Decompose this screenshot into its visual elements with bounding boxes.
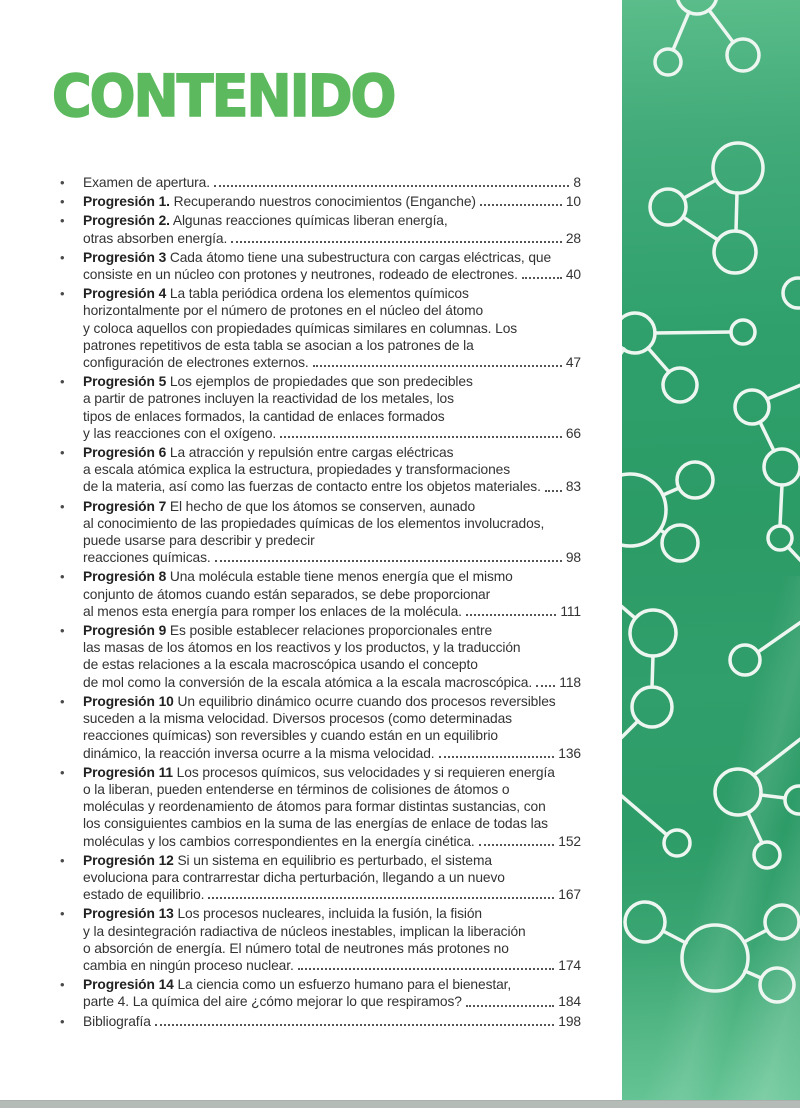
bullet-icon: • — [60, 764, 65, 780]
toc-entry — [83, 212, 581, 246]
page-number: 198 — [558, 1013, 581, 1029]
page-number: 111 — [560, 603, 581, 619]
page-number: 83 — [565, 479, 581, 495]
toc-item — [55, 193, 581, 210]
toc-item — [55, 764, 581, 850]
toc-text: o absorción de energía. El número total de neutrones más protones no — [83, 940, 509, 956]
toc-bold-label: Progresión 6 — [83, 445, 167, 461]
toc-line — [83, 568, 581, 585]
bullet-icon: • — [60, 213, 65, 229]
toc-line — [83, 656, 581, 673]
toc-text: Progresión 13 Los procesos nucleares, incluida la fusión, la fisión — [83, 906, 482, 922]
toc-entry — [83, 764, 581, 850]
dot-leader — [298, 968, 555, 970]
dot-leader — [479, 844, 555, 846]
toc-text: moléculas y reordenamiento de átomos para formar distintas sustancias, con — [83, 799, 546, 815]
toc-text: reacciones químicas) son reversibles y cuando están en un equilibrio — [83, 728, 499, 744]
toc-text: y la desintegración radiactiva de núcleos inestables, implican la liberación — [83, 923, 526, 939]
dot-leader — [439, 756, 555, 758]
toc-item — [55, 905, 581, 974]
dot-leader — [231, 241, 562, 243]
toc-text: Bibliografía — [83, 1013, 151, 1029]
toc-line — [83, 408, 581, 425]
toc-text: Progresión 7 El hecho de que los átomos se conserven, aunado — [83, 498, 476, 514]
toc-text: Progresión 11 Los procesos químicos, sus velocidades y si requieren energía — [83, 764, 555, 780]
toc-entry — [83, 622, 581, 691]
bullet-icon: • — [60, 374, 65, 390]
dot-leader — [280, 436, 562, 438]
toc-line — [83, 498, 581, 515]
toc-text: Progresión 10 Un equilibrio dinámico ocurre cuando dos procesos reversibles — [83, 693, 556, 709]
toc-text: y las reacciones con el oxígeno. — [83, 425, 277, 441]
toc-line — [83, 833, 581, 850]
page-edge-strip — [0, 1100, 800, 1108]
toc-bold-label: Progresión 9 — [83, 623, 167, 639]
toc-line — [83, 815, 581, 832]
toc-item — [55, 852, 581, 904]
toc-bold-label: Progresión 3 — [83, 249, 167, 265]
toc-bold-label: Progresión 10 — [83, 693, 174, 709]
toc-item — [55, 1013, 581, 1030]
toc-text: al menos esta energía para romper los enlaces de la molécula. — [83, 603, 462, 619]
toc-item — [55, 285, 581, 371]
bullet-icon: • — [60, 623, 65, 639]
toc-entry — [83, 444, 581, 496]
toc-text: Progresión 12 Si un sistema en equilibrio es perturbado, el sistema — [83, 852, 492, 868]
toc-text: Progresión 5 Los ejemplos de propiedades que son predecibles — [83, 374, 473, 390]
toc-line — [83, 852, 581, 869]
toc-line — [83, 993, 581, 1010]
page-number: 184 — [558, 994, 581, 1010]
toc-text: otras absorben energía. — [83, 230, 228, 246]
toc-line — [83, 212, 581, 229]
toc-line — [83, 425, 581, 442]
toc-line — [83, 798, 581, 815]
toc-text: o la liberan, pueden entenderse en términos de colisiones de átomos o — [83, 781, 510, 797]
page-number: 8 — [573, 175, 581, 190]
toc-bold-label: Progresión 13 — [83, 906, 174, 922]
page-number: 152 — [558, 833, 581, 849]
table-of-contents — [55, 174, 581, 1032]
page-number: 47 — [565, 355, 581, 371]
toc-entry — [83, 905, 581, 974]
toc-item — [55, 693, 581, 762]
toc-line — [83, 710, 581, 727]
page-title: CONTENIDO — [52, 62, 395, 131]
toc-text: reacciones químicas. — [83, 550, 211, 566]
page-number: 40 — [565, 267, 581, 283]
toc-text: cambia en ningún proceso nuclear. — [83, 957, 294, 973]
toc-entry — [83, 498, 581, 567]
toc-line — [83, 674, 581, 691]
toc-item — [55, 174, 581, 191]
page-number: 98 — [565, 550, 581, 566]
toc-line — [83, 532, 581, 549]
toc-entry — [83, 193, 581, 210]
toc-text: Progresión 14 La ciencia como un esfuerzo humano para el bienestar, — [83, 977, 512, 993]
toc-bold-label: Progresión 1. — [83, 194, 170, 210]
toc-line — [83, 549, 581, 566]
dot-leader — [466, 1005, 554, 1007]
page-number: 66 — [565, 425, 581, 441]
toc-text: configuración de electrones externos. — [83, 355, 309, 371]
toc-text: patrones repetitivos de esta tabla se asocian a los patrones de la — [83, 337, 474, 353]
toc-line — [83, 923, 581, 940]
toc-line — [83, 515, 581, 532]
dot-leader — [215, 560, 562, 562]
toc-text: Progresión 2. Algunas reacciones químicas liberan energía, — [83, 213, 448, 229]
toc-line — [83, 266, 581, 283]
toc-text: Examen de apertura. — [83, 175, 210, 190]
toc-text: de mol como la conversión de la escala atómica a la escala macroscópica. — [83, 674, 533, 690]
toc-item — [55, 976, 581, 1010]
toc-line — [83, 886, 581, 903]
toc-bold-label: Progresión 12 — [83, 852, 174, 868]
toc-line — [83, 249, 581, 266]
dot-leader — [545, 490, 562, 492]
toc-text: los consiguientes cambios en la suma de las energías de enlace de todas las — [83, 816, 548, 832]
toc-bold-label: Progresión 8 — [83, 569, 167, 585]
bullet-icon: • — [60, 693, 65, 709]
toc-line — [83, 869, 581, 886]
page-number: 136 — [558, 745, 581, 761]
toc-bold-label: Progresión 4 — [83, 286, 167, 302]
toc-line — [83, 693, 581, 710]
toc-text: a escala atómica explica la estructura, propiedades y transformaciones — [83, 462, 511, 478]
toc-text: Progresión 1. Recuperando nuestros conocimientos (Enganche) — [83, 194, 476, 210]
toc-line — [83, 174, 581, 191]
toc-text: parte 4. La química del aire ¿cómo mejorar lo que respiramos? — [83, 994, 462, 1010]
toc-item — [55, 568, 581, 620]
toc-line — [83, 337, 581, 354]
bullet-icon: • — [60, 249, 65, 265]
page-number: 167 — [558, 887, 581, 903]
toc-text: Progresión 9 Es posible establecer relaciones proporcionales entre — [83, 623, 493, 639]
bullet-icon: • — [60, 498, 65, 514]
toc-line — [83, 373, 581, 390]
toc-line — [83, 390, 581, 407]
toc-text: de la materia, así como las fuerzas de contacto entre los objetos materiales. — [83, 479, 541, 495]
toc-item — [55, 444, 581, 496]
toc-line — [83, 976, 581, 993]
toc-text: horizontalmente por el número de protones en el núcleo del átomo — [83, 303, 484, 319]
toc-item — [55, 249, 581, 283]
toc-text: tipos de enlaces formados, la cantidad de enlaces formados — [83, 408, 445, 424]
toc-text: las masas de los átomos en los reactivos y los productos, y la traducción — [83, 640, 521, 656]
toc-entry — [83, 373, 581, 442]
toc-text: al conocimiento de las propiedades químicas de los elementos involucrados, — [83, 515, 545, 531]
toc-entry — [83, 285, 581, 371]
toc-line — [83, 957, 581, 974]
toc-line — [83, 764, 581, 781]
toc-line — [83, 639, 581, 656]
toc-line — [83, 727, 581, 744]
dot-leader — [155, 1024, 554, 1026]
toc-entry — [83, 174, 581, 191]
toc-text: puede usarse para describir y predecir — [83, 533, 315, 549]
toc-line — [83, 622, 581, 639]
toc-text: conjunto de átomos cuando están separados, se debe proporcionar — [83, 586, 491, 602]
bullet-icon: • — [60, 977, 65, 993]
toc-line — [83, 586, 581, 603]
toc-bold-label: Progresión 2. — [83, 213, 170, 229]
toc-line — [83, 940, 581, 957]
page-number: 118 — [559, 674, 581, 690]
toc-text: Progresión 6 La atracción y repulsión entre cargas eléctricas — [83, 445, 454, 461]
dot-leader — [214, 185, 569, 187]
dot-leader — [466, 614, 556, 616]
toc-entry — [83, 693, 581, 762]
toc-entry — [83, 249, 581, 283]
dot-leader — [522, 277, 562, 279]
bullet-icon: • — [60, 445, 65, 461]
dot-leader — [536, 685, 555, 687]
toc-line — [83, 302, 581, 319]
toc-line — [83, 603, 581, 620]
toc-bold-label: Progresión 5 — [83, 374, 167, 390]
toc-line — [83, 905, 581, 922]
toc-item — [55, 498, 581, 567]
toc-text: Progresión 4 La tabla periódica ordena los elementos químicos — [83, 286, 469, 302]
toc-line — [83, 781, 581, 798]
dot-leader — [208, 897, 554, 899]
toc-text: Progresión 3 Cada átomo tiene una subestructura con cargas eléctricas, que — [83, 249, 552, 265]
toc-bold-label: Progresión 11 — [83, 764, 173, 780]
toc-text: a partir de patrones incluyen la reactividad de los metales, los — [83, 391, 454, 407]
page-number: 10 — [565, 194, 581, 210]
dot-leader — [480, 204, 562, 206]
page-number: 28 — [565, 230, 581, 246]
toc-line — [83, 354, 581, 371]
toc-entry — [83, 568, 581, 620]
toc-text: estado de equilibrio. — [83, 887, 205, 903]
toc-text: Progresión 8 Una molécula estable tiene menos energía que el mismo — [83, 569, 513, 585]
toc-text: evoluciona para contrarrestar dicha perturbación, llegando a un nuevo — [83, 869, 505, 885]
toc-item — [55, 212, 581, 246]
toc-text: dinámico, la reacción inversa ocurre a la misma velocidad. — [83, 745, 435, 761]
toc-line — [83, 461, 581, 478]
bullet-icon: • — [60, 569, 65, 585]
toc-text: y coloca aquellos con propiedades químicas similares en columnas. Los — [83, 320, 518, 336]
dot-leader — [313, 365, 562, 367]
bullet-icon: • — [60, 906, 65, 922]
bullet-icon: • — [60, 852, 65, 868]
page-number: 174 — [558, 957, 581, 973]
toc-entry — [83, 976, 581, 1010]
toc-entry — [83, 1013, 581, 1030]
bullet-icon: • — [60, 286, 65, 302]
toc-bold-label: Progresión 7 — [83, 498, 167, 514]
toc-line — [83, 444, 581, 461]
toc-text: moléculas y los cambios correspondientes en la energía cinética. — [83, 833, 475, 849]
toc-entry — [83, 852, 581, 904]
toc-bold-label: Progresión 14 — [83, 977, 174, 993]
toc-line — [83, 745, 581, 762]
bullet-icon: • — [60, 1013, 65, 1029]
molecule-network-graphic — [622, 0, 800, 1108]
toc-line — [83, 230, 581, 247]
toc-item — [55, 622, 581, 691]
toc-text: consiste en un núcleo con protones y neutrones, rodeado de electrones. — [83, 267, 518, 283]
toc-line — [83, 1013, 581, 1030]
toc-text: de estas relaciones a la escala macroscópica usando el concepto — [83, 657, 478, 673]
bullet-icon: • — [60, 194, 65, 210]
toc-line — [83, 193, 581, 210]
decorative-sidebar — [622, 0, 800, 1108]
bullet-icon: • — [60, 175, 65, 190]
toc-line — [83, 320, 581, 337]
toc-line — [83, 285, 581, 302]
toc-item — [55, 373, 581, 442]
toc-line — [83, 478, 581, 495]
toc-text: suceden a la misma velocidad. Diversos procesos (como determinadas — [83, 711, 512, 727]
